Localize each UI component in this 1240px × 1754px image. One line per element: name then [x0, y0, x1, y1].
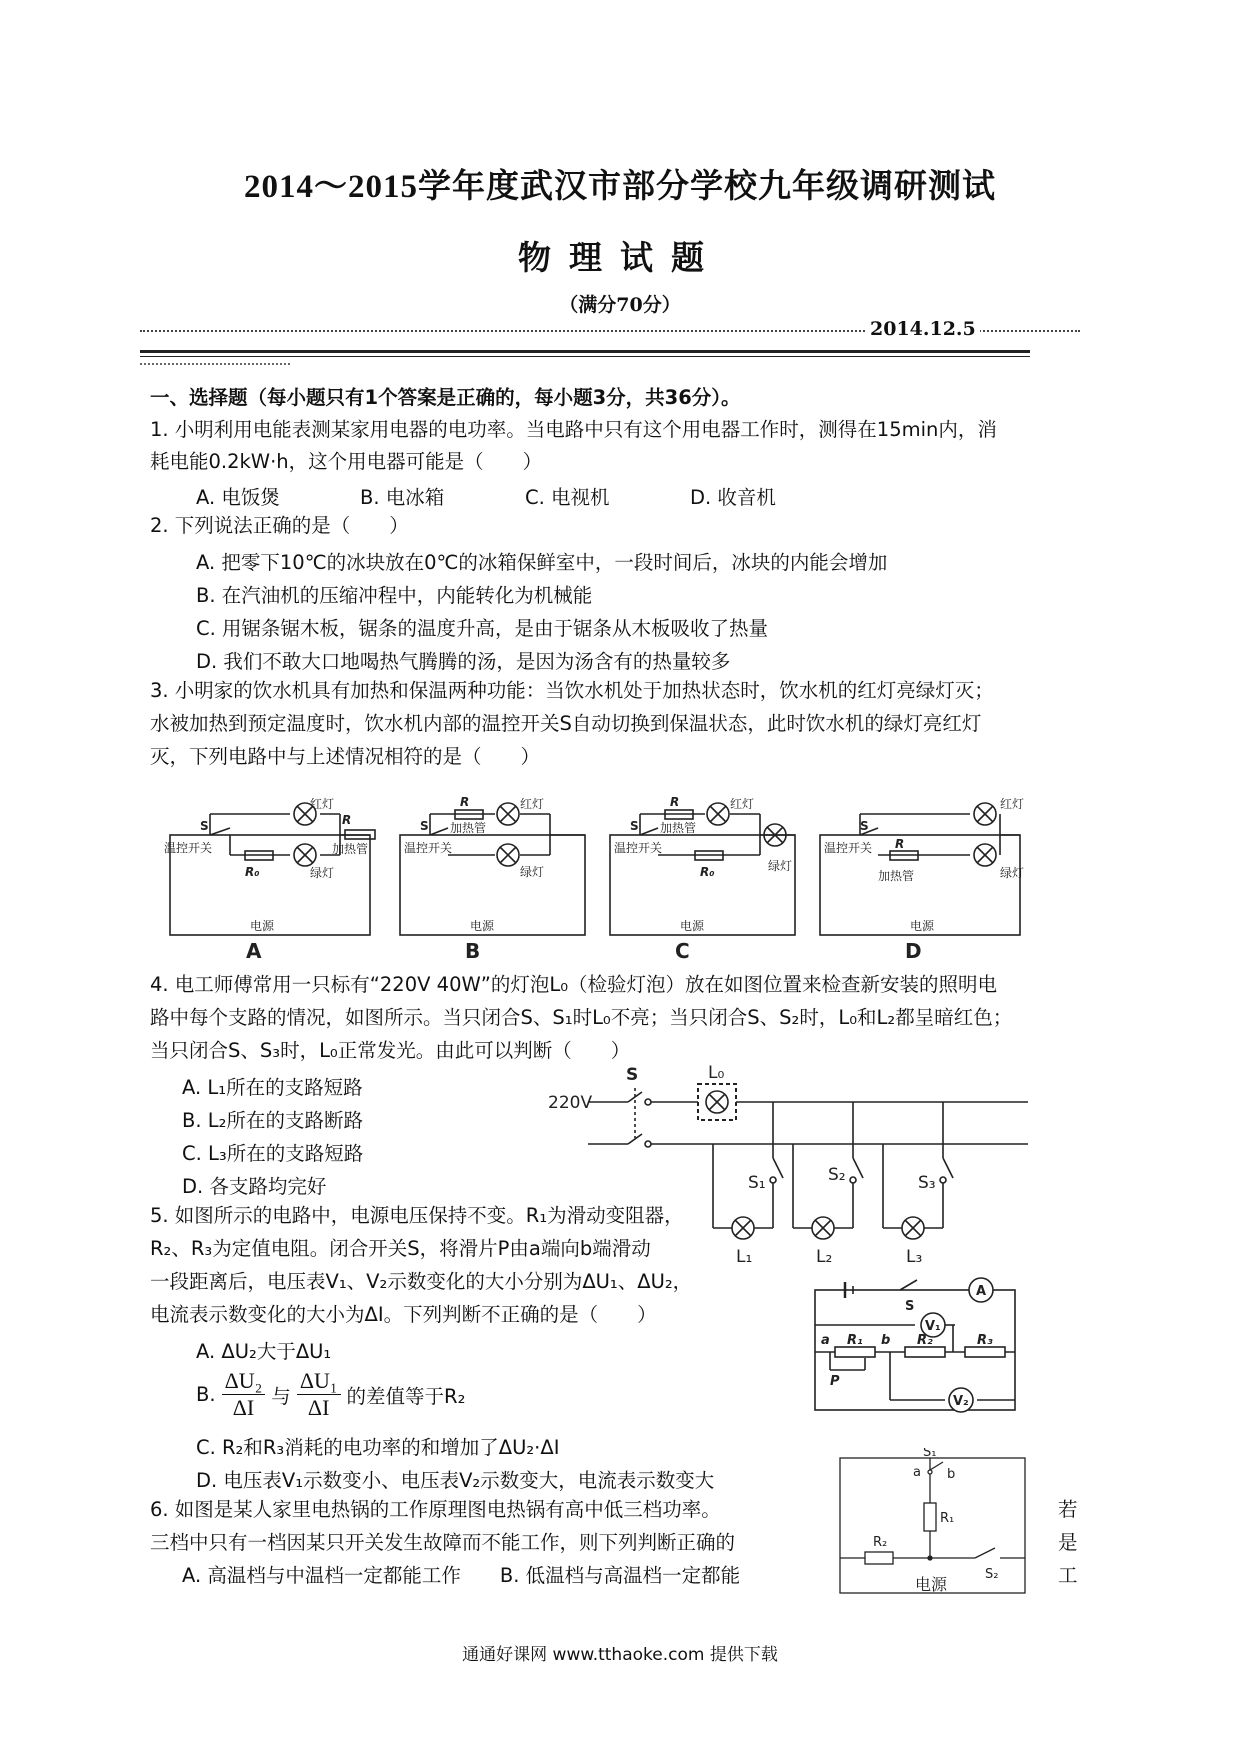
- q5-r3-label: R₃: [977, 1333, 993, 1348]
- c-red-label: 红灯: [730, 797, 755, 811]
- q6-line2-end: 是: [1058, 1531, 1078, 1554]
- q5-s-label: S: [905, 1299, 915, 1314]
- q5-fraction-2: [297, 1368, 341, 1421]
- d-letter: D: [905, 939, 922, 960]
- d-red-label: 红灯: [1000, 797, 1025, 811]
- q6-power-label: 电源: [915, 1575, 948, 1594]
- q6-r2-label: R₂: [873, 1535, 888, 1550]
- q1-option-a: A. 电饭煲: [196, 486, 280, 509]
- q5-option-c: C. R₂和R₃消耗的电功率的和增加了ΔU₂·ΔI: [196, 1436, 560, 1459]
- q4-s2-label: S₂: [828, 1165, 846, 1185]
- q5-option-b: [196, 1368, 465, 1421]
- a-switch-label: 温控开关: [164, 841, 213, 855]
- c-s-label: S: [630, 819, 639, 833]
- q5-option-b-prefix: B.: [196, 1383, 216, 1406]
- d-s-label: S: [860, 819, 869, 833]
- q1-option-b: B. 电冰箱: [360, 486, 445, 509]
- q6-s2-label: S₂: [985, 1567, 999, 1582]
- q2-option-a: A. 把零下10℃的冰块放在0℃的冰箱保鲜室中，一段时间后，冰块的内能会增加: [196, 551, 888, 574]
- q6-line1-end: 若: [1058, 1498, 1078, 1521]
- q4-s3-label: S₃: [918, 1173, 936, 1193]
- d-green-label: 绿灯: [1000, 866, 1025, 880]
- q3-line3: 灭，下列电路中与上述情况相符的是（ ）: [150, 745, 541, 768]
- q4-l1-label: L₁: [736, 1247, 753, 1267]
- c-green-label: 绿灯: [768, 859, 793, 873]
- q4-s1-label: S₁: [748, 1173, 766, 1193]
- c-switch-label: 温控开关: [614, 841, 663, 855]
- d-switch-label: 温控开关: [824, 841, 873, 855]
- q1-line2: 耗电能0.2kW·h，这个用电器可能是（ ）: [150, 450, 543, 473]
- c-r0-label: R₀: [700, 865, 715, 879]
- q3-line2: 水被加热到预定温度时，饮水机内部的温控开关S自动切换到保温状态，此时饮水机的绿灯亮红灯: [150, 712, 982, 735]
- q5-option-a: A. ΔU₂大于ΔU₁: [196, 1340, 332, 1363]
- d-power-label: 电源: [910, 919, 935, 933]
- b-red-label: 红灯: [520, 797, 545, 811]
- q2-option-c: C. 用锯条锯木板，锯条的温度升高，是由于锯条从木板吸收了热量: [196, 617, 769, 640]
- c-letter: C: [675, 939, 690, 960]
- q4-l0-label: L₀: [708, 1063, 725, 1083]
- q5-frac2-num: ΔU₁: [297, 1368, 341, 1395]
- a-r0-label: R₀: [245, 865, 260, 879]
- q5-line3: 一段距离后，电压表V₁、V₂示数变化的大小分别为ΔU₁、ΔU₂，: [150, 1270, 693, 1293]
- q6-a-label: a: [913, 1465, 921, 1480]
- section-heading: 一、选择题（每小题只有1个答案是正确的，每小题3分，共36分）。: [150, 386, 741, 409]
- q4-option-c: C. L₃所在的支路短路: [182, 1142, 364, 1165]
- q4-l2-label: L₂: [816, 1247, 833, 1267]
- c-r-label: R: [670, 795, 680, 809]
- exam-date: 2014.12.5: [866, 318, 980, 340]
- q2-stem: 2. 下列说法正确的是（ ）: [150, 514, 409, 537]
- full-score: （满分70分）: [559, 294, 681, 316]
- q5-frac1-num: ΔU₂: [222, 1368, 266, 1395]
- q6-line3-end: 工: [1058, 1564, 1078, 1587]
- q1-option-d: D. 收音机: [690, 486, 776, 509]
- q5-line1: 5. 如图所示的电路中，电源电压保持不变。R₁为滑动变阻器，: [150, 1204, 684, 1227]
- q3-circuit-diagrams: [160, 780, 1040, 960]
- q5-r2-label: R₂: [917, 1333, 933, 1348]
- a-heater-label: 加热管: [332, 842, 369, 856]
- b-switch-label: 温控开关: [404, 841, 453, 855]
- d-r-label: R: [895, 837, 905, 851]
- q5-frac2-den: ΔI: [307, 1395, 330, 1420]
- q5-fraction-1: [222, 1368, 266, 1421]
- q4-voltage-label: 220V: [548, 1093, 593, 1113]
- a-r-label: R: [342, 813, 352, 827]
- q5-option-b-suffix: 的差值等于R₂: [346, 1384, 466, 1408]
- q6-line2: 三档中只有一档因某只开关发生故障而不能工作，则下列判断正确的: [150, 1531, 736, 1554]
- a-red-label: 红灯: [310, 797, 335, 811]
- q4-line1: 4. 电工师傅常用一只标有“220V 40W”的灯泡L₀（检验灯泡）放在如图位置来检查新安装的照明电: [150, 973, 998, 996]
- q1-option-c: C. 电视机: [525, 486, 610, 509]
- d-heater-label: 加热管: [878, 869, 915, 883]
- q5-line2: R₂、R₃为定值电阻。闭合开关S，将滑片P由a端向b端滑动: [150, 1237, 651, 1260]
- q5-v2-label: V₂: [953, 1394, 969, 1409]
- c-heater-label: 加热管: [660, 821, 697, 835]
- q6-s1-label: S₁: [923, 1448, 937, 1460]
- b-green-label: 绿灯: [520, 865, 545, 879]
- exam-title: 2014～2015学年度武汉市部分学校九年级调研测试: [244, 169, 996, 205]
- q6-r1-label: R₁: [940, 1511, 955, 1526]
- b-r-label: R: [460, 795, 470, 809]
- q5-r1-label: R₁: [847, 1333, 863, 1348]
- header-rule-thick: [140, 350, 1030, 353]
- q5-line4: 电流表示数变化的大小为ΔI。下列判断不正确的是（ ）: [150, 1303, 657, 1326]
- q5-frac1-den: ΔI: [232, 1395, 255, 1420]
- q4-option-d: D. 各支路均完好: [182, 1175, 327, 1198]
- q5-ammeter-label: A: [976, 1284, 987, 1299]
- exam-subtitle: 物理试题: [518, 238, 722, 277]
- a-power-label: 电源: [250, 919, 275, 933]
- q4-line2: 路中每个支路的情况，如图所示。当只闭合S、S₁时L₀不亮；当只闭合S、S₂时，L₀和L₂都呈暗红色；: [150, 1006, 1013, 1029]
- q5-b-label: b: [881, 1333, 891, 1348]
- q5-option-d: D. 电压表V₁示数变小、电压表V₂示数变大，电流表示数变大: [196, 1469, 715, 1492]
- q6-b-label: b: [947, 1467, 956, 1482]
- q5-v1-label: V₁: [925, 1319, 941, 1334]
- q4-option-b: B. L₂所在的支路断路: [182, 1109, 363, 1132]
- q5-a-label: a: [821, 1333, 830, 1348]
- q5-option-b-mid: 与: [271, 1384, 291, 1408]
- q5-p-label: P: [830, 1374, 840, 1389]
- b-heater-label: 加热管: [450, 821, 487, 835]
- q5-circuit-figure: [805, 1270, 1030, 1420]
- c-power-label: 电源: [680, 919, 705, 933]
- q2-option-d: D. 我们不敢大口地喝热气腾腾的汤，是因为汤含有的热量较多: [196, 650, 731, 673]
- page-footer: 通通好课网 www.tthaoke.com 提供下载: [462, 1645, 778, 1665]
- b-power-label: 电源: [470, 919, 495, 933]
- q6-circuit-figure: [835, 1448, 1030, 1598]
- q6-line3: A. 高温档与中温档一定都能工作 B. 低温档与高温档一定都能: [182, 1564, 741, 1587]
- q4-l3-label: L₃: [906, 1247, 923, 1267]
- q3-line1: 3. 小明家的饮水机具有加热和保温两种功能：当饮水机处于加热状态时，饮水机的红灯亮绿灯灭；: [150, 679, 994, 702]
- q4-s-label: S: [626, 1065, 639, 1085]
- q1-line1: 1. 小明利用电能表测某家用电器的电功率。当电路中只有这个用电器工作时，测得在15min内，消: [150, 418, 997, 441]
- a-green-label: 绿灯: [310, 866, 335, 880]
- header-rule-thin: [140, 356, 1030, 357]
- q2-option-b: B. 在汽油机的压缩冲程中，内能转化为机械能: [196, 584, 593, 607]
- b-letter: B: [465, 939, 481, 960]
- a-s-label: S: [200, 819, 209, 833]
- q6-line1: 6. 如图是某人家里电热锅的工作原理图电热锅有高中低三档功率。: [150, 1498, 721, 1521]
- b-s-label: S: [420, 819, 429, 833]
- dotted-divider-short: [140, 363, 290, 367]
- q4-option-a: A. L₁所在的支路短路: [182, 1076, 363, 1099]
- a-letter: A: [246, 939, 262, 960]
- q4-line3: 当只闭合S、S₃时，L₀正常发光。由此可以判断（ ）: [150, 1039, 631, 1062]
